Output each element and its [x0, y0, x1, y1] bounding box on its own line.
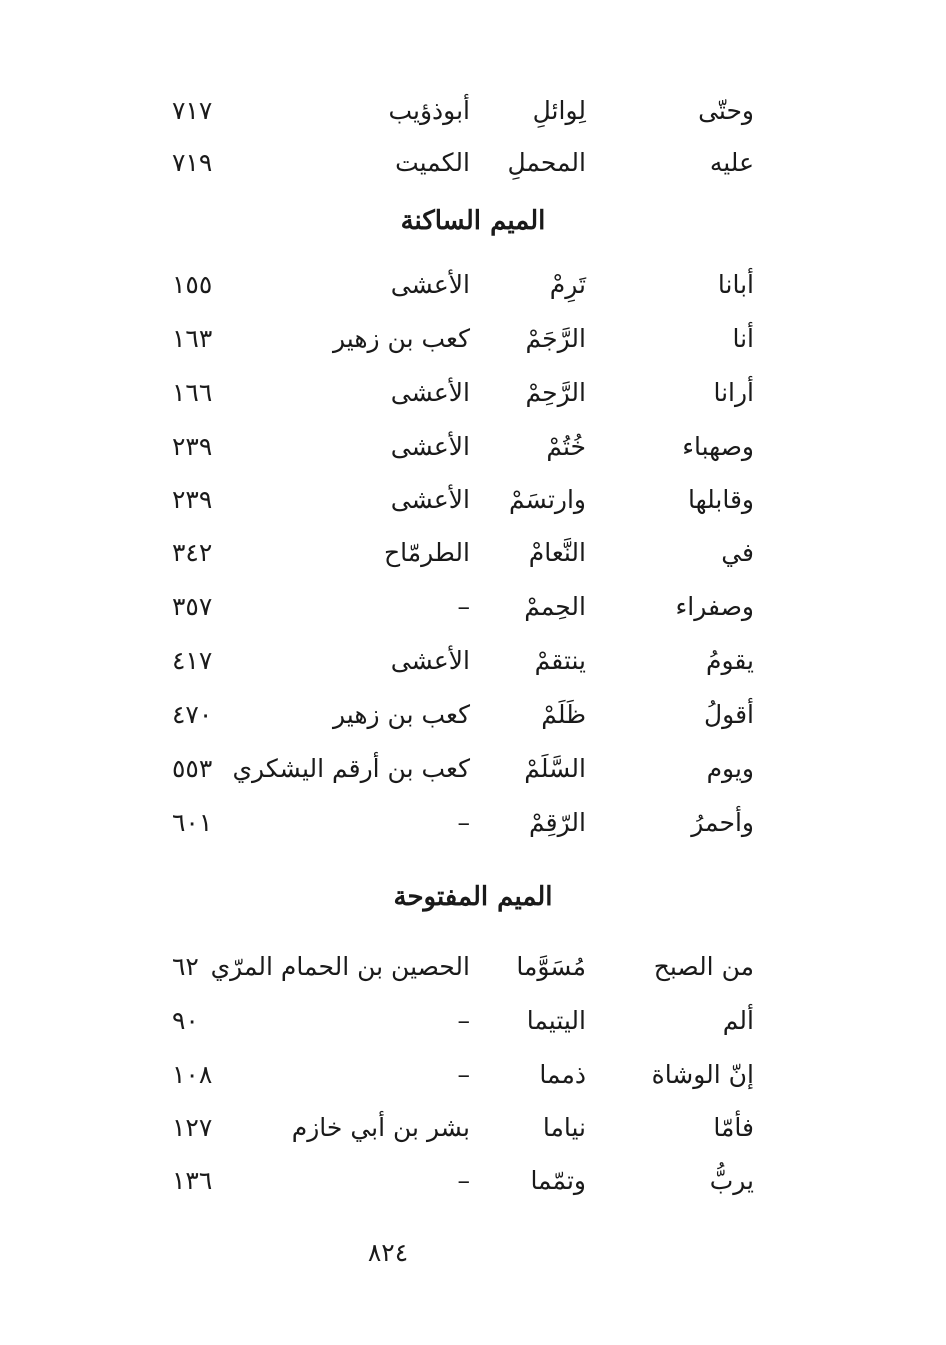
section-heading: الميم المفتوحة	[393, 882, 553, 912]
index-row	[0, 366, 946, 420]
rhyme-word: الرَّجَمْ	[525, 324, 586, 353]
verse-opening: في	[721, 538, 754, 567]
poet-name: كعب بن زهير	[333, 324, 470, 353]
index-row	[0, 258, 946, 312]
rhyme-word: ينتقمْ	[534, 646, 586, 675]
index-row	[0, 420, 946, 474]
verse-opening: وقابلها	[687, 485, 754, 514]
poet-name: الطرمّاح	[383, 538, 470, 567]
page-reference: ٥٥٣	[172, 754, 213, 783]
rhyme-word: وارتسَمْ	[509, 485, 586, 514]
page-reference: ١٢٧	[172, 1113, 213, 1142]
rhyme-word: ذمما	[539, 1060, 586, 1089]
poet-name: الأعشى	[390, 432, 470, 461]
page-reference: ١٥٥	[172, 270, 213, 299]
verse-opening: وصهباء	[682, 432, 754, 461]
verse-opening: أنا	[732, 324, 754, 353]
rhyme-word: مُسَوَّما	[516, 952, 586, 981]
index-row	[0, 84, 946, 138]
index-row	[0, 940, 946, 994]
poet-name: الكميت	[395, 148, 470, 177]
index-row	[0, 312, 946, 366]
rhyme-word: خُتُمْ	[546, 432, 586, 461]
page-reference: ٣٥٧	[172, 592, 213, 621]
poet-name: الأعشى	[390, 378, 470, 407]
index-row	[0, 742, 946, 796]
verse-opening: أرانا	[713, 378, 754, 407]
page-reference: ٢٣٩	[172, 432, 213, 461]
page-reference: ١٣٦	[172, 1166, 213, 1195]
index-row	[0, 634, 946, 688]
verse-opening: إنّ الوشاة	[651, 1060, 754, 1089]
verse-opening: من الصبح	[653, 952, 754, 981]
rhyme-word: ظَلَمْ	[541, 700, 586, 729]
poet-name: –	[457, 1060, 470, 1089]
index-row	[0, 994, 946, 1048]
poet-name: –	[457, 1006, 470, 1035]
rhyme-word: نياما	[542, 1113, 586, 1142]
verse-opening: أقولُ	[704, 700, 754, 729]
page-reference: ٤١٧	[172, 646, 213, 675]
poet-name: كعب بن أرقم اليشكري	[232, 754, 470, 783]
rhyme-word: الرّقِمْ	[529, 808, 586, 837]
page-reference: ٣٤٢	[172, 538, 213, 567]
rhyme-word: المحملِ	[507, 148, 586, 177]
verse-opening: ويوم	[706, 754, 754, 783]
index-row	[0, 580, 946, 634]
verse-opening: يقومُ	[706, 646, 754, 675]
poet-name: الحصين بن الحمام المرّي	[210, 952, 470, 981]
page-reference: ٢٣٩	[172, 485, 213, 514]
page-number: ٨٢٤	[367, 1238, 409, 1267]
page-reference: ١٦٦	[172, 378, 213, 407]
verse-opening: فأمّا	[713, 1113, 754, 1142]
verse-opening: وصفراء	[675, 592, 754, 621]
section-heading: الميم الساكنة	[400, 206, 546, 236]
page-reference: ٤٧٠	[172, 700, 213, 729]
index-row	[0, 136, 946, 190]
page-reference: ٧١٧	[172, 96, 213, 125]
verse-opening: يربُّ	[709, 1166, 754, 1195]
poet-name: الأعشى	[390, 270, 470, 299]
rhyme-word: الحِممْ	[524, 592, 586, 621]
rhyme-word: اليتيما	[526, 1006, 586, 1035]
verse-opening: أبانا	[717, 270, 754, 299]
rhyme-word: السَّلَمْ	[524, 754, 586, 783]
index-row	[0, 1101, 946, 1155]
poet-name: أبوذؤيب	[388, 96, 470, 125]
poet-name: –	[457, 592, 470, 621]
verse-opening: وأحمرُ	[691, 808, 754, 837]
index-row	[0, 473, 946, 527]
page-reference: ١٠٨	[172, 1060, 213, 1089]
page-reference: ٦٠١	[172, 808, 213, 837]
index-row	[0, 1154, 946, 1208]
rhyme-word: تَرِمْ	[549, 270, 586, 299]
rhyme-word: النَّعامْ	[528, 538, 586, 567]
page-reference: ٦٢	[172, 952, 199, 981]
poet-name: الأعشى	[390, 485, 470, 514]
poet-name: كعب بن زهير	[333, 700, 470, 729]
rhyme-word: لِوائلِ	[532, 96, 586, 125]
index-row	[0, 688, 946, 742]
page-reference: ٩٠	[172, 1006, 199, 1035]
page-reference: ١٦٣	[172, 324, 213, 353]
verse-opening: ألم	[722, 1006, 754, 1035]
poet-name: –	[457, 808, 470, 837]
index-row	[0, 526, 946, 580]
verse-opening: عليه	[709, 148, 754, 177]
rhyme-word: الرَّحِمْ	[525, 378, 586, 407]
page-reference: ٧١٩	[172, 148, 213, 177]
index-row	[0, 796, 946, 850]
index-row	[0, 1048, 946, 1102]
poet-name: بشر بن أبي خازم	[291, 1113, 470, 1142]
verse-opening: وحتّى	[698, 96, 754, 125]
rhyme-word: وتمّما	[530, 1166, 586, 1195]
poet-name: –	[457, 1166, 470, 1195]
poet-name: الأعشى	[390, 646, 470, 675]
